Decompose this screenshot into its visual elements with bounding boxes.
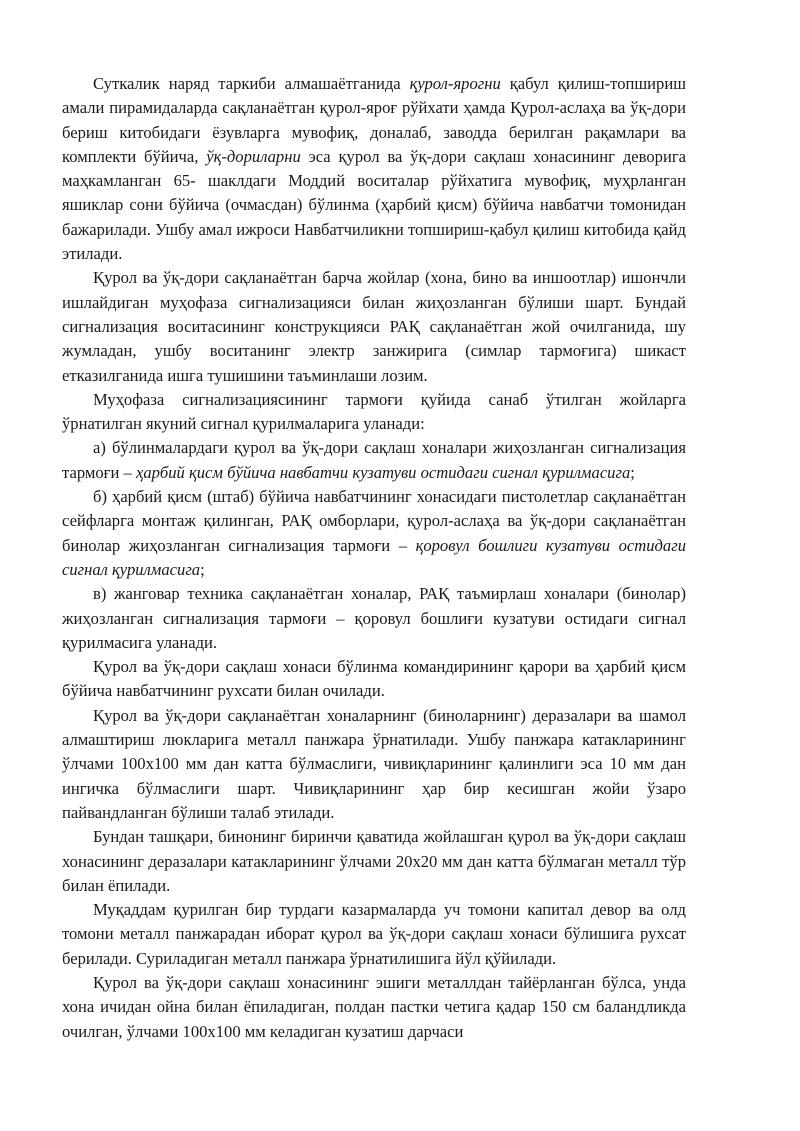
italic-phrase: ўқ-дориларни (206, 146, 301, 166)
text-run: Муқаддам қурилган бир турдаги казармаларда уч томони капитал девор ва олд томони металл панжарадан иборат қурол ва ўқ-дори сақлаш хонаси бўлишига рухсат берилади. Суриладиган металл панжара ўрнатилишига йўл қўйилади. (62, 900, 686, 968)
text-run: Муҳофаза сигнализациясининг тармоғи қуйида санаб ўтилган жойларга ўрнатилган якуний сигнал қурилмаларига уланади: (62, 389, 686, 434)
italic-phrase: қоровул бошлиги кузатуви остидаги сигнал қурилмасига (62, 535, 686, 579)
text-run: қабул қилиш-топшириш амали пирамидаларда сақланаётган қурол-яроғ рўйхати ҳамда Қурол-аслаҳа ва ўқ-дори бериш китобидаги ёзувларга мувофиқ, доналаб, заводда берилган рақамлари ва комплекти бўйича, (62, 74, 686, 166)
italic-phrase: қурол-ярогни (409, 74, 501, 93)
text-run: ; (200, 559, 205, 579)
paragraph-6 (62, 582, 686, 655)
paragraph-4 (62, 436, 686, 485)
text-run: а) бўлинмалардаги қурол ва ўқ-дори сақлаш хоналари жиҳозланган сигнализация тармоғи – (62, 438, 686, 482)
paragraph-2 (62, 266, 686, 387)
text-run: эса қурол ва ўқ-дори сақлаш хонасининг деворига маҳкамланган 65- шаклдаги Моддий воситалар рўйхатига мувофиқ, муҳрланган яшиклар сони бўйича (очмасдан) бўлинма (ҳарбий қисм) бўйича навбатчи томонидан бажарилади. Ушбу амал ижроси Навбатчиликни топшириш-қабул қилиш китобида қайд этилади. (62, 146, 686, 264)
text-run: Қурол ва ўқ-дори сақланаётган барча жойлар (хона, бино ва иншоотлар) ишончли ишлайдиган муҳофаза сигнализацияси билан жиҳозланган бўлиши шарт. Бундай сигнализация воситасининг конструкцияси РАҚ сақланаётган жой очилганида, шу жумладан, ушбу воситанинг электр занжирига (симлар тармоғига) шикаст етказилганида ишга тушишини таъминлаши лозим. (62, 268, 686, 385)
text-run: Қурол ва ўқ-дори сақланаётган хоналарнинг (биноларнинг) деразалари ва шамол алмаштириш люкларига металл панжара ўрнатилади. Ушбу панжара катакларининг ўлчами 100х100 мм дан катта бўлмаслиги, чивиқларининг қалинлиги эса 10 мм дан ингичка бўлмаслиги шарт. Чивиқларининг ҳар бир кесишган жойи ўзаро пайвандланган бўлиши талаб этилади. (62, 705, 686, 822)
text-run: Суткалик наряд таркиби алмашаётганида (93, 74, 410, 93)
text-run: Бундан ташқари, бинонинг биринчи қаватида жойлашган қурол ва ўқ-дори сақлаш хонасининг деразалари катакларининг ўлчами 20х20 мм дан катта бўлмаган металл тўр билан ёпилади. (62, 827, 686, 895)
paragraph-1 (62, 72, 686, 266)
italic-phrase: ҳарбий қисм бўйича навбатчи кузатуви остидаги сигнал қурилмасига (135, 462, 631, 482)
text-run: в) жанговар техника сақланаётган хоналар, РАҚ таъмирлаш хоналари (бинолар) жиҳозланган сигнализация тармоғи – қоровул бошлиғи кузатуви остидаги сигнал қурилмасига уланади. (62, 584, 686, 652)
paragraph-3 (62, 388, 686, 437)
paragraph-11 (62, 971, 686, 1044)
paragraph-10 (62, 898, 686, 971)
document-page (62, 72, 686, 1044)
text-run: Қурол ва ўқ-дори сақлаш хонаси бўлинма командирининг қарори ва ҳарбий қисм бўйича навбатчининг рухсати билан очилади. (62, 657, 686, 701)
text-run: ; (630, 462, 635, 482)
paragraph-9 (62, 825, 686, 898)
text-run: Қурол ва ўқ-дори сақлаш хонасининг эшиги металлдан тайёрланган бўлса, унда хона ичидан ойна билан ёпиладиган, полдан пастки четига қадар 150 см баландликда очилган, ўлчами 100х100 мм келадиган кузатиш дарчаси (62, 972, 686, 1041)
paragraph-5 (62, 485, 686, 582)
text-run: б) ҳарбий қисм (штаб) бўйича навбатчининг хонасидаги пистолетлар сақланаётган сейфларга монтаж қилинган, РАҚ омборлари, қурол-аслаҳа ва ўқ-дори сақланаётган бинолар жиҳозланган сигнализация тармоғи – (62, 487, 686, 555)
paragraph-7 (62, 655, 686, 704)
paragraph-8 (62, 704, 686, 825)
